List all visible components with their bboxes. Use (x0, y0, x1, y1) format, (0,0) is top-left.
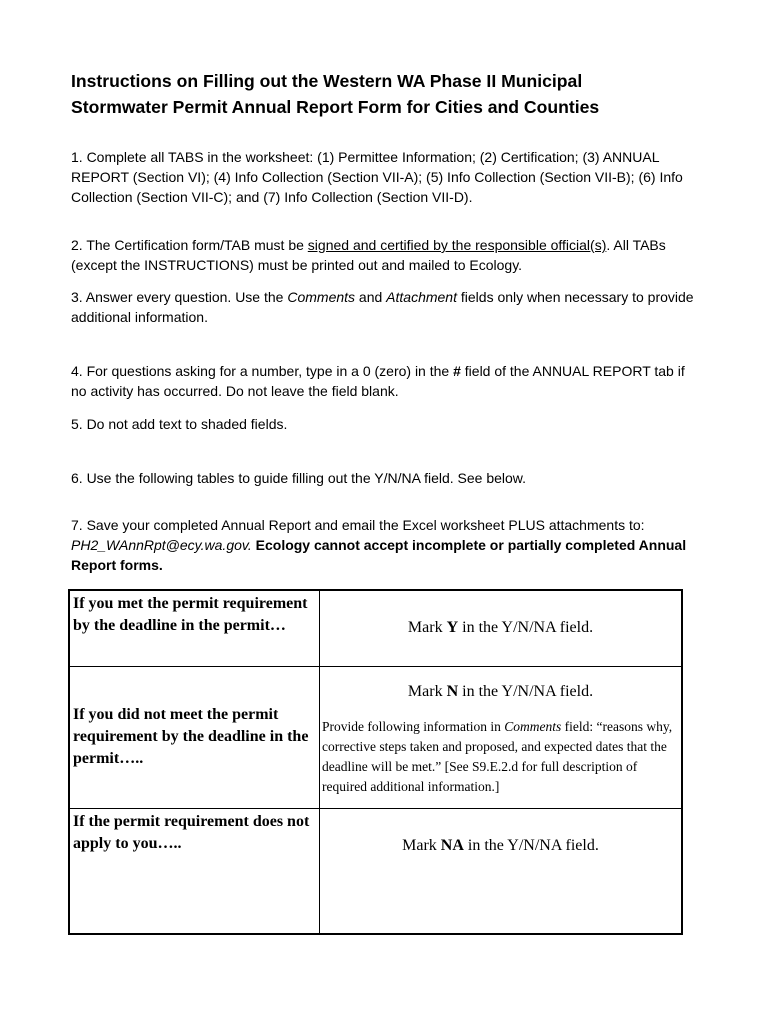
action-code: NA (440, 836, 464, 854)
instruction-7-warning: Ecology cannot accept incomplete or partially completed Annual Report forms. (71, 537, 687, 573)
action-code: Y (446, 619, 459, 637)
action-prefix: Mark (407, 682, 447, 700)
action-suffix: in the Y/N/NA field. (463, 836, 599, 854)
note-suffix: field: “reasons why, corrective steps taken and proposed, and expected dates that the deadline will be met.” [See S9.E.2.d for full description of required additional information.] (322, 718, 673, 794)
action-suffix: in the Y/N/NA field. (458, 682, 594, 700)
instruction-2-suffix: . All TABs (except the INSTRUCTIONS) must be printed out and mailed to Ecology. (71, 237, 666, 273)
title-line-2: Stormwater Permit Annual Report Form for Cities and Counties (71, 97, 600, 117)
action-code: N (446, 682, 459, 700)
condition-cell: If you met the permit requirement by the deadline in the permit… (69, 590, 320, 666)
instruction-4 (71, 361, 701, 401)
instruction-7 (71, 515, 701, 575)
action-text (320, 619, 681, 637)
yn-guide-table (68, 589, 683, 935)
instruction-4-hash: # (453, 363, 461, 379)
instruction-7-prefix: 7. Save your completed Annual Report and email the Excel worksheet PLUS attachments to: (71, 517, 645, 533)
action-prefix: Mark (402, 836, 441, 854)
instruction-6: 6. Use the following tables to guide filling out the Y/N/NA field. See below. (71, 470, 527, 486)
instruction-3-comments: Comments (287, 289, 356, 305)
table-row (69, 808, 682, 934)
page-title (71, 68, 731, 120)
instruction-3 (71, 287, 701, 327)
note-prefix: Provide following information in (322, 718, 505, 734)
instruction-1: 1. Complete all TABS in the worksheet: (1) Permittee Information; (2) Certification; (3) ANNUAL REPORT (Section VI); (4) Info Collection (Section VII-A); (5) Info Collection (Section VII-B); (6) Info Collection (Section VII-C); and (7) Info Collection (Section VII-D). (71, 149, 683, 205)
action-prefix: Mark (407, 619, 447, 637)
condition-cell: If the permit requirement does not apply to you….. (69, 808, 320, 934)
instruction-4-prefix: 4. For questions asking for a number, type in a 0 (zero) in the (71, 363, 454, 379)
action-cell (320, 808, 683, 934)
action-note (320, 717, 681, 797)
instruction-3-suffix: fields only when necessary to provide additional information. (71, 289, 694, 325)
note-comments: Comments (504, 718, 562, 734)
ecology-email: PH2_WAnnRpt@ecy.wa.gov. (71, 537, 252, 553)
instruction-3-prefix: 3. Answer every question. Use the (71, 289, 288, 305)
instruction-4-suffix: field of the ANNUAL REPORT tab if no activity has occurred. Do not leave the field blank. (71, 363, 685, 399)
condition-cell: If you did not meet the permit requirement by the deadline in the permit….. (69, 666, 320, 808)
title-line-1: Instructions on Filling out the Western WA Phase II Municipal (71, 71, 583, 91)
table-row (69, 666, 682, 808)
instruction-3-attachment: Attachment (386, 289, 457, 305)
action-cell (320, 666, 683, 808)
table-row (69, 590, 682, 666)
action-text (320, 809, 681, 855)
action-suffix: in the Y/N/NA field. (458, 619, 594, 637)
instruction-2-underlined: signed and certified by the responsible official(s) (307, 237, 607, 253)
instruction-2 (71, 235, 701, 275)
action-cell (320, 590, 683, 666)
instruction-3-and: and (355, 289, 387, 305)
action-text (320, 667, 681, 701)
instruction-5: 5. Do not add text to shaded fields. (71, 416, 288, 432)
instruction-2-prefix: 2. The Certification form/TAB must be (71, 237, 308, 253)
